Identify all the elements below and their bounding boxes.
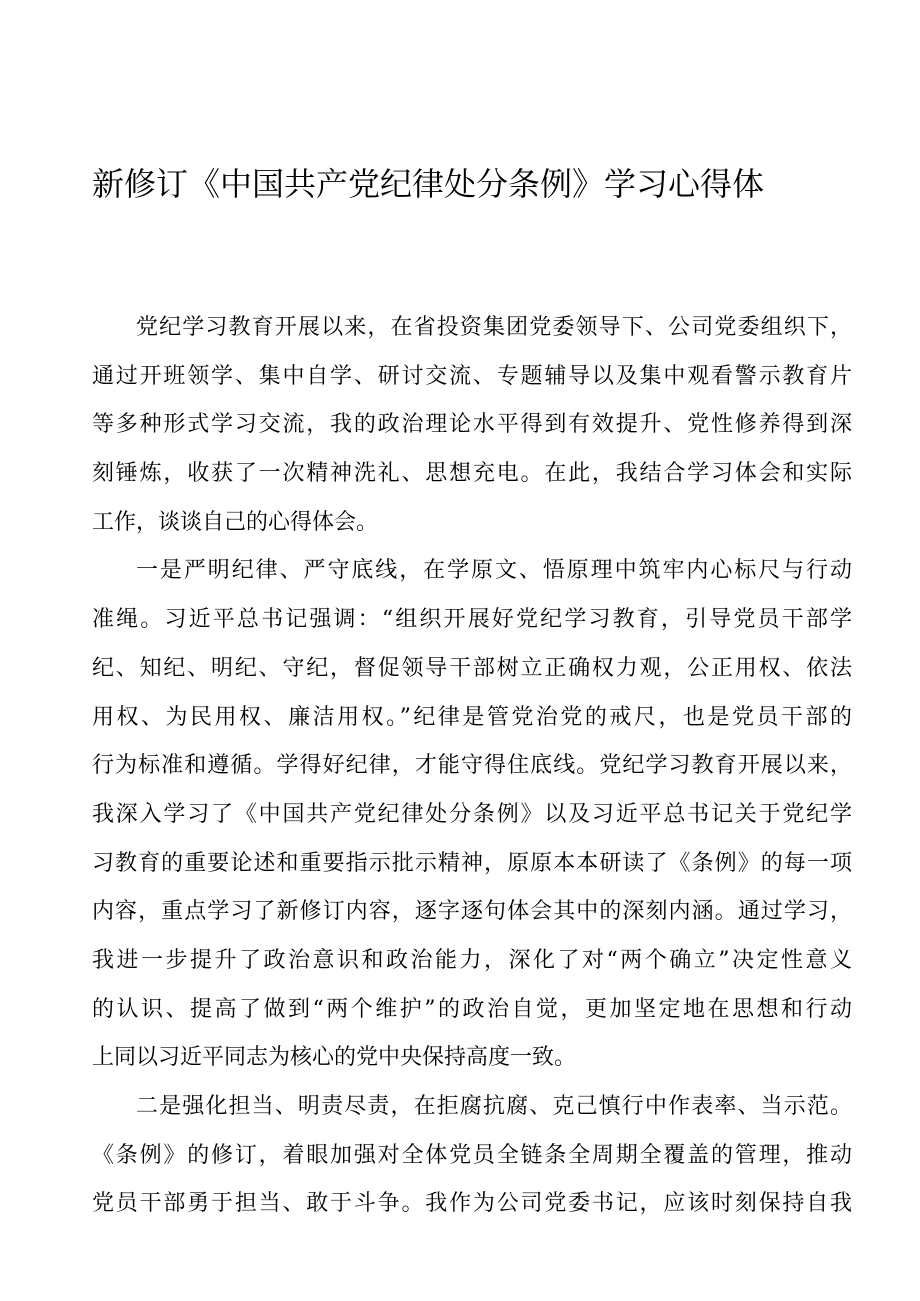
paragraph-3-line: 党员干部勇于担当、敢于斗争。我作为公司党委书记，应该时刻保持自我 xyxy=(92,1191,852,1217)
paragraph-3-line: 二是强化担当、明责尽责，在拒腐抗腐、克己慎行中作表率、当示范。 xyxy=(136,1094,852,1119)
paragraph-1-line: 等多种形式学习交流，我的政治理论水平得到有效提升、党性修养得到深 xyxy=(92,412,852,438)
document-body xyxy=(92,304,852,1229)
paragraph-2-line: 内容，重点学习了新修订内容，逐字逐句体会其中的深刻内涵。通过学习， xyxy=(92,899,852,925)
paragraph-2-line: 我进一步提升了政治意识和政治能力，深化了对“两个确立”决定性意义 xyxy=(92,947,852,973)
paragraph-2-line: 纪、知纪、明纪、守纪，督促领导干部树立正确权力观，公正用权、依法 xyxy=(92,655,852,681)
paragraph-2-line: 我深入学习了《中国共产党纪律处分条例》以及习近平总书记关于党纪学 xyxy=(92,801,852,827)
paragraph-2-line: 上同以习近平同志为核心的党中央保持高度一致。 xyxy=(92,1045,577,1071)
paragraph-1-line: 刻锤炼，收获了一次精神洗礼、思想充电。在此，我结合学习体会和实际 xyxy=(92,461,852,487)
paragraph-2-line: 一是严明纪律、严守底线，在学原文、悟原理中筑牢内心标尺与行动 xyxy=(136,558,852,584)
paragraph-2-line: 习教育的重要论述和重要指示批示精神，原原本本研读了《条例》的每一项 xyxy=(92,850,852,876)
paragraph-2-line: 准绳。习近平总书记强调：“组织开展好党纪学习教育，引导党员干部学 xyxy=(92,607,852,633)
paragraph-2-line: 行为标准和遵循。学得好纪律，才能守得住底线。党纪学习教育开展以来， xyxy=(92,753,852,779)
document-title: 新修订《中国共产党纪律处分条例》学习心得体 xyxy=(92,165,765,203)
paragraph-1-line: 党纪学习教育开展以来，在省投资集团党委领导下、公司党委组织下， xyxy=(136,315,852,340)
paragraph-2-line: 用权、为民用权、廉洁用权。”纪律是管党治党的戒尺，也是党员干部的 xyxy=(92,704,852,730)
paragraph-1-line: 工作，谈谈自己的心得体会。 xyxy=(92,509,379,535)
paragraph-3-line: 《条例》的修订，着眼加强对全体党员全链条全周期全覆盖的管理，推动 xyxy=(92,1142,852,1168)
paragraph-2-line: 的认识、提高了做到“两个维护”的政治自觉，更加坚定地在思想和行动 xyxy=(92,996,852,1022)
paragraph-1-line: 通过开班领学、集中自学、研讨交流、专题辅导以及集中观看警示教育片 xyxy=(92,363,852,389)
